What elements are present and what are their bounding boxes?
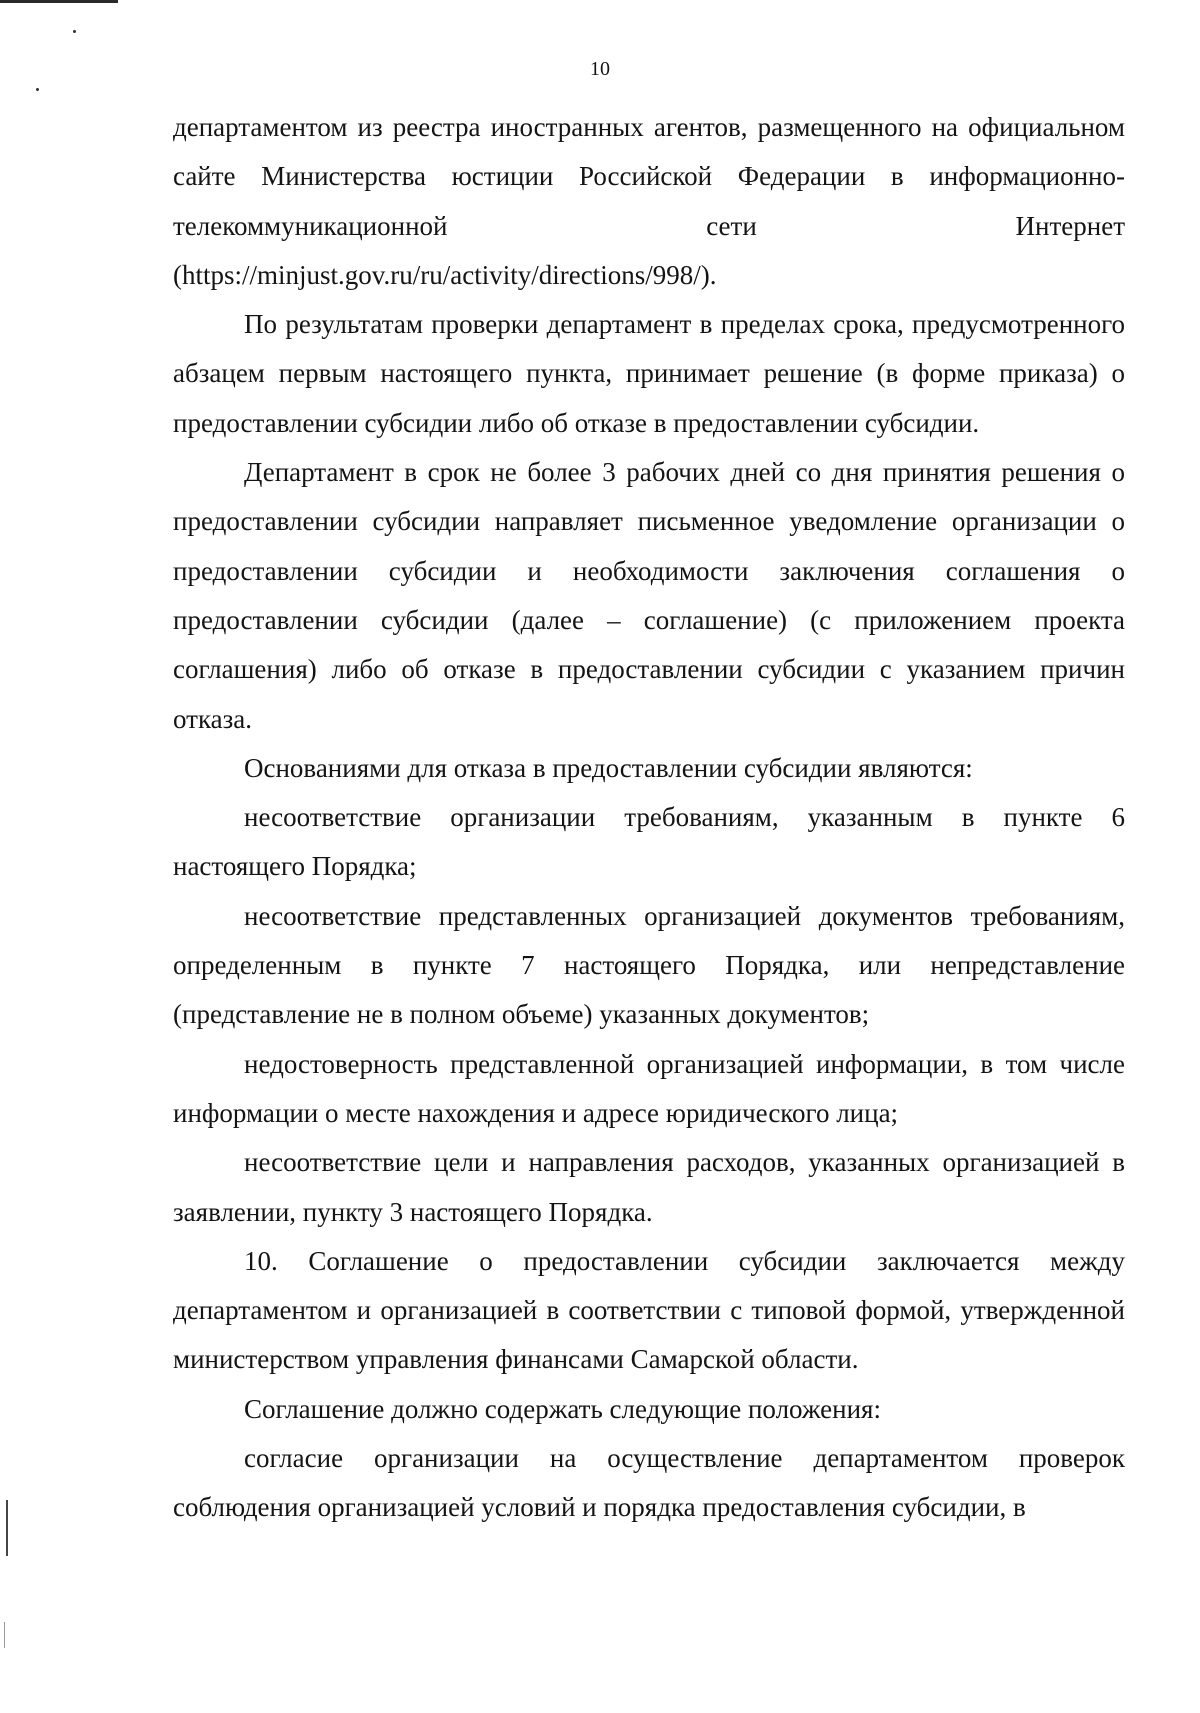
list-item: согласие организации на осуществление департаментом проверок соблюдения организацией условий и порядка предоставления субсидии, в bbox=[173, 1443, 1125, 1523]
paragraph: Соглашение должно содержать следующие положения: bbox=[244, 1393, 881, 1424]
scan-artifact-top-line bbox=[0, 0, 118, 3]
page-number: 10 bbox=[590, 58, 610, 80]
paragraph: департаментом из реестра иностранных агентов, размещенного на официальном сайте Министерства юстиции Российской Федерации в информационно-телекоммуникационной сети Интернет (https://minjust.gov.ru/ru/activity/directions/998/). bbox=[173, 112, 1125, 290]
list-item: несоответствие представленных организацией документов требованиям, определенным в пункте 7 настоящего Порядка, или непредставление (представление не в полном объеме) указанных документов; bbox=[173, 900, 1125, 1030]
list-item: несоответствие организации требованиям, указанным в пункте 6 настоящего Порядка; bbox=[173, 802, 1125, 882]
document-body bbox=[173, 103, 1125, 1533]
list-item: недостоверность представленной организацией информации, в том числе информации о месте нахождения и адресе юридического лица; bbox=[173, 1048, 1125, 1128]
paragraph: По результатам проверки департамент в пределах срока, предусмотренного абзацем первым настоящего пункта, принимает решение (в форме приказа) о предоставлении субсидии либо об отказе в предоставлении субсидии. bbox=[173, 309, 1125, 438]
scan-artifact-edge-bar bbox=[4, 1622, 5, 1648]
paragraph: Департамент в срок не более 3 рабочих дней со дня принятия решения о предоставлении субсидии направляет письменное уведомление организации о предоставлении субсидии и необходимости заключения соглашения о предоставлении субсидии (далее – соглашение) (с приложением проекта соглашения) либо об отказе в предоставлении субсидии с указанием причин отказа. bbox=[173, 457, 1125, 734]
scan-artifact-dot bbox=[73, 30, 76, 33]
scan-artifact-dot bbox=[36, 88, 39, 91]
section-paragraph: 10. Соглашение о предоставлении субсидии заключается между департаментом и организацией в соответствии с типовой формой, утвержденной министерством управления финансами Самарской области. bbox=[173, 1245, 1125, 1375]
list-item: несоответствие цели и направления расходов, указанных организацией в заявлении, пункту 3 настоящего Порядка. bbox=[173, 1147, 1125, 1227]
paragraph: Основаниями для отказа в предоставлении субсидии являются: bbox=[244, 752, 973, 783]
scan-artifact-edge-bar bbox=[6, 1500, 8, 1556]
